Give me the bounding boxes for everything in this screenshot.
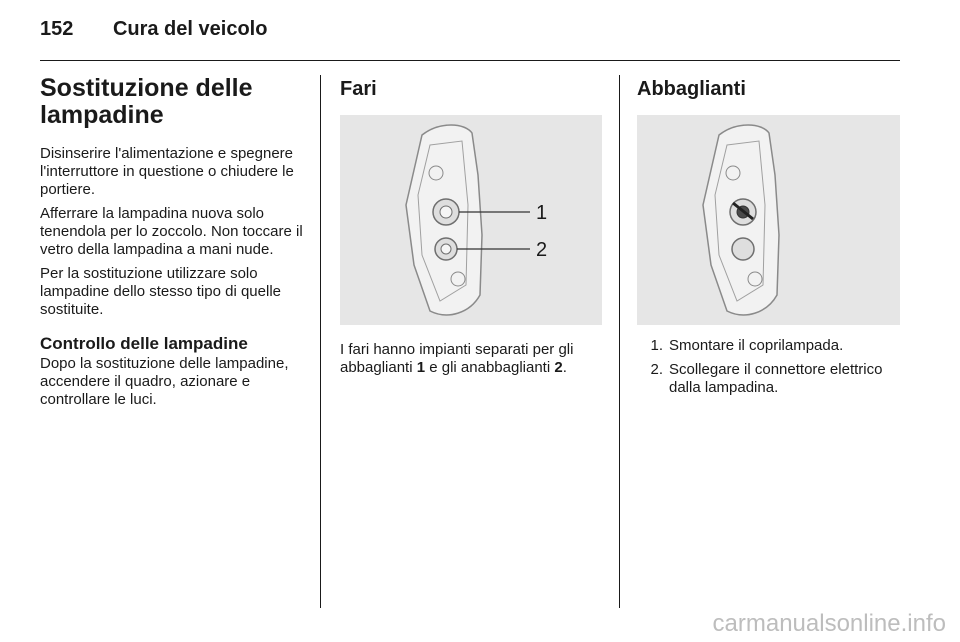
step-item [637, 337, 900, 355]
reference-1: 1 [416, 359, 426, 376]
reference-2: 2 [554, 359, 563, 376]
paragraph: Disinserire l'alimentazione e spegnere l'interruttore in questione o chiudere le portiere. [40, 145, 294, 198]
step-item [637, 361, 900, 397]
callout-1: 1 [536, 202, 548, 224]
text-segment: I fari hanno impianti separati per gli abbaglianti [340, 341, 574, 376]
step-text: Scollegare il connettore elettrico dalla lampadina. [669, 361, 883, 396]
headlight-drawing [340, 115, 602, 325]
column-high-beams [637, 75, 900, 403]
text-segment: e gli anabbaglianti [425, 359, 555, 376]
column-divider-2 [619, 75, 620, 608]
step-list [637, 337, 900, 397]
paragraph: Per la sostituzione utilizzare solo lampadine dello stesso tipo di quelle sostituite. [40, 265, 281, 318]
column-headlights [340, 75, 602, 383]
page-number: 152 [40, 18, 74, 40]
watermark: carmanualsonline.info [712, 610, 946, 637]
paragraph: Dopo la sostituzione delle lampadine, accendere il quadro, azionare e controllare le luci. [40, 355, 289, 408]
section-heading: Abbaglianti [637, 78, 746, 100]
step-text: Smontare il coprilampada. [669, 337, 844, 354]
text-segment: . [562, 359, 567, 376]
section-title: Cura del veicolo [112, 18, 268, 40]
subheading: Controllo delle lampadine [40, 334, 248, 353]
headlights-description [340, 341, 602, 377]
high-beam-drawing [637, 115, 900, 325]
page-header [40, 18, 267, 41]
column-divider-1 [320, 75, 321, 608]
step-number: 2. [650, 361, 663, 378]
paragraph: Afferrare la lampadina nuova solo tenendola per lo zoccolo. Non toccare il vetro della lampadina a mani nude. [40, 205, 303, 258]
high-beam-illustration [637, 115, 900, 325]
header-rule [40, 60, 900, 61]
column-bulb-replacement [40, 75, 304, 415]
headlight-illustration [340, 115, 602, 325]
section-heading: Sostituzione delle lampadine [40, 74, 253, 129]
section-heading: Fari [340, 78, 377, 100]
step-number: 1. [650, 337, 663, 354]
callout-2: 2 [536, 239, 548, 261]
